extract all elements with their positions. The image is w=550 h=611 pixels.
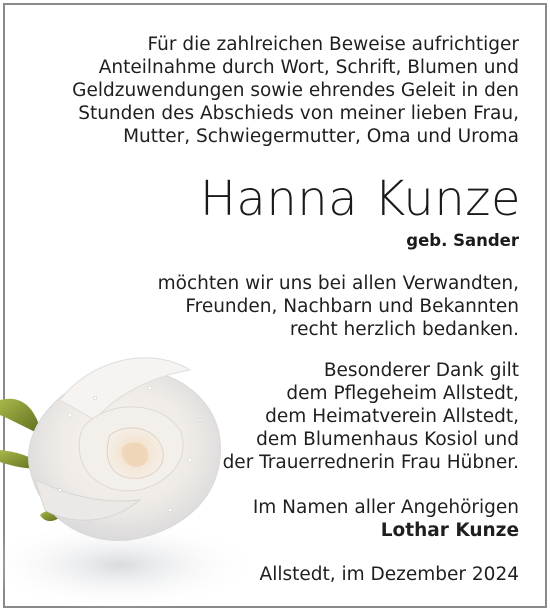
intro-line: Für die zahlreichen Beweise aufrichtiger: [147, 34, 519, 55]
special-thanks-line: dem Pflegeheim Allstedt,: [286, 383, 519, 404]
thanks-text: [158, 272, 519, 341]
on-behalf-text: Im Namen aller Angehörigen: [252, 497, 519, 518]
thanks-line: recht herzlich bedanken.: [289, 319, 519, 340]
special-thanks-line: dem Heimatverein Allstedt,: [265, 406, 519, 427]
special-thanks-line: der Trauerrednerin Frau Hübner.: [222, 452, 519, 473]
place-date-text: Allstedt, im Dezember 2024: [259, 564, 519, 585]
birth-name: geb. Sander: [406, 231, 519, 250]
deceased-name: Hanna Kunze: [199, 171, 521, 227]
place-date: [260, 563, 519, 586]
signature-block: [253, 496, 519, 542]
special-thanks-line: Besonderer Dank gilt: [323, 360, 519, 381]
special-thanks-text: [223, 359, 519, 474]
thanks-line: möchten wir uns bei allen Verwandten,: [157, 273, 519, 294]
intro-line: Anteilnahme durch Wort, Schrift, Blumen und: [98, 57, 519, 78]
intro-line: Stunden des Abschieds von meiner lieben Frau,: [78, 103, 519, 124]
thanks-line: Freunden, Nachbarn und Bekannten: [185, 296, 519, 317]
intro-line: Geldzuwendungen sowie ehrendes Geleit in den: [72, 80, 519, 101]
signer-name: Lothar Kunze: [380, 520, 519, 541]
special-thanks-line: dem Blumenhaus Kosiol und: [256, 429, 519, 450]
intro-line: Mutter, Schwiegermutter, Oma und Uroma: [123, 126, 519, 147]
intro-text: [72, 33, 519, 148]
